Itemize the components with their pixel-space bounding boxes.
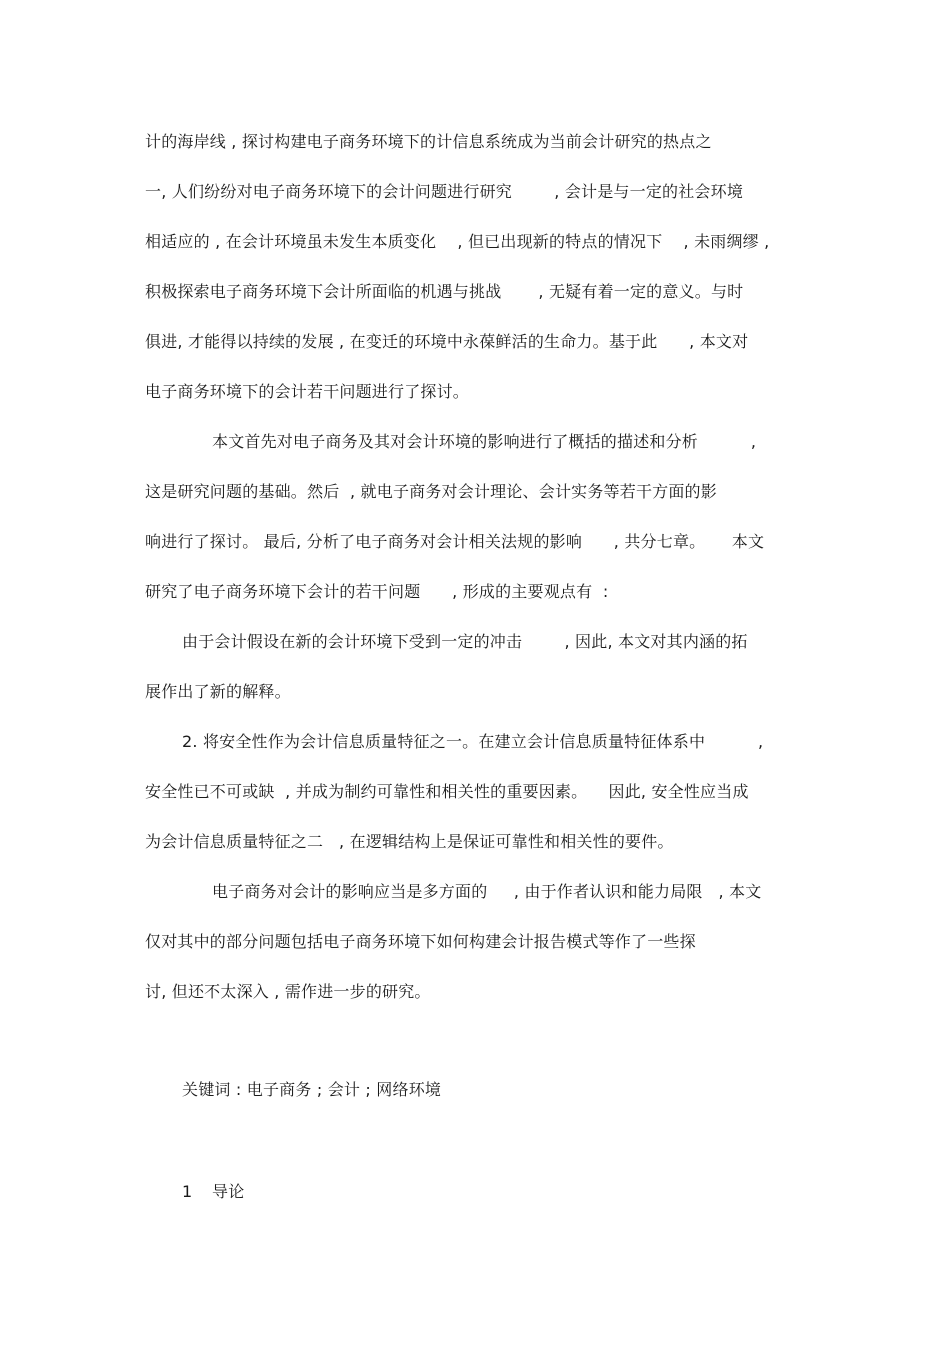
text-line-7: 本文首先对电子商务及其对会计环境的影响进行了概括的描述和分析 , xyxy=(212,432,757,451)
text-line-15: 为会计信息质量特征之二 , 在逻辑结构上是保证可靠性和相关性的要件。 xyxy=(145,832,674,851)
text-line-4: 积极探索电子商务环境下会计所面临的机遇与挑战 , 无疑有着一定的意义。与时 xyxy=(145,282,744,301)
text-line-17: 仅对其中的部分问题包括电子商务环境下如何构建会计报告模式等作了一些探 xyxy=(145,932,696,951)
text-line-13: 2. 将安全性作为会计信息质量特征之一。在建立会计信息质量特征体系中 , xyxy=(182,732,764,751)
text-line-9: 响进行了探讨。 最后, 分析了电子商务对会计相关法规的影响 , 共分七章。 本文 xyxy=(145,532,765,551)
text-line-8: 这是研究问题的基础。然后 , 就电子商务对会计理论、会计实务等若干方面的影 xyxy=(145,482,717,501)
text-line-6: 电子商务环境下的会计若干问题进行了探讨。 xyxy=(145,382,470,401)
section-title: 导论 xyxy=(212,1182,245,1201)
text-line-16: 电子商务对会计的影响应当是多方面的 , 由于作者认识和能力局限 , 本文 xyxy=(212,882,762,901)
text-line-10: 研究了电子商务环境下会计的若干问题 , 形成的主要观点有 : xyxy=(145,582,609,601)
text-line-3: 相适应的 , 在会计环境虽未发生本质变化 , 但已出现新的特点的情况下 , 未雨绸缪 , xyxy=(145,232,770,251)
text-line-12: 展作出了新的解释。 xyxy=(145,682,291,701)
text-line-11: 由于会计假设在新的会计环境下受到一定的冲击 , 因此, 本文对其内涵的拓 xyxy=(182,632,748,651)
text-line-18: 讨, 但还不太深入 , 需作进一步的研究。 xyxy=(145,982,431,1001)
text-line-2: 一, 人们纷纷对电子商务环境下的会计问题进行研究 , 会计是与一定的社会环境 xyxy=(145,182,744,201)
keywords: 关键词 : 电子商务 ; 会计 ; 网络环境 xyxy=(182,1080,442,1099)
text-line-5: 俱进, 才能得以持续的发展 , 在变迁的环境中永葆鲜活的生命力。基于此 , 本文对 xyxy=(145,332,749,351)
text-line-1: 计的海岸线 , 探讨构建电子商务环境下的计信息系统成为当前会计研究的热点之 xyxy=(145,132,712,151)
section-number: 1 xyxy=(182,1182,193,1201)
text-line-14: 安全性已不可或缺 , 并成为制约可靠性和相关性的重要因素。 因此, 安全性应当成 xyxy=(145,782,749,801)
